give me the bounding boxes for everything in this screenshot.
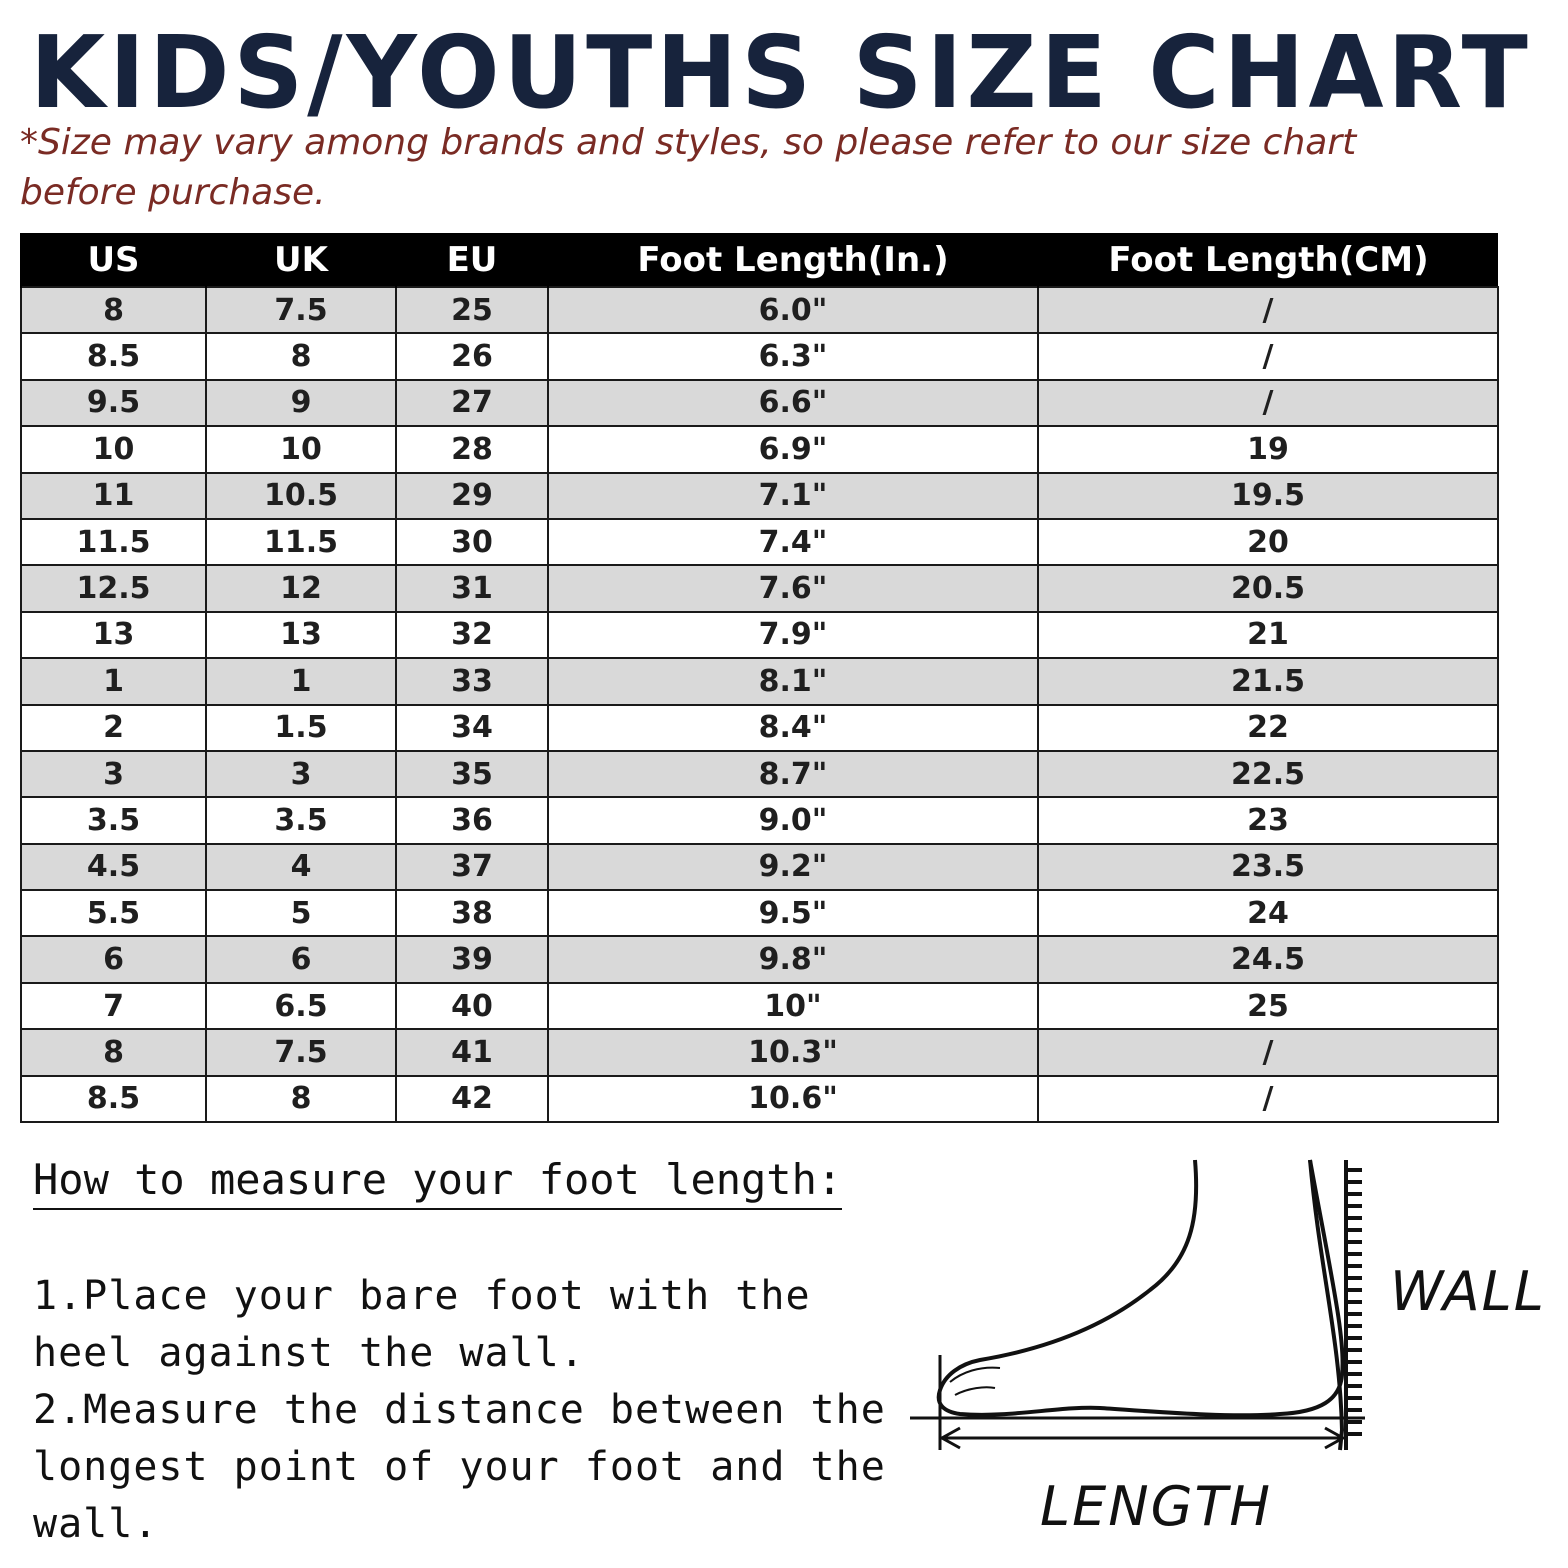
foot-measure-diagram: [900, 1150, 1550, 1550]
table-row: [21, 983, 1498, 1029]
cell-foot-length-in: 10.3": [548, 1029, 1038, 1075]
cell-eu: 29: [396, 473, 548, 519]
header-us: US: [21, 233, 206, 287]
cell-foot-length-cm: 23: [1038, 797, 1498, 843]
table-row: [21, 797, 1498, 843]
chart-title: KIDS/YOUTHS SIZE CHART: [30, 14, 1532, 131]
cell-us: 8: [21, 287, 206, 333]
cell-us: 10: [21, 426, 206, 472]
cell-foot-length-in: 8.7": [548, 751, 1038, 797]
cell-us: 8: [21, 1029, 206, 1075]
table-row: [21, 612, 1498, 658]
cell-uk: 8: [206, 333, 396, 379]
cell-uk: 3.5: [206, 797, 396, 843]
cell-foot-length-cm: /: [1038, 1029, 1498, 1075]
cell-foot-length-in: 7.1": [548, 473, 1038, 519]
table-row: [21, 658, 1498, 704]
cell-foot-length-in: 9.5": [548, 890, 1038, 936]
cell-eu: 27: [396, 380, 548, 426]
cell-foot-length-cm: 22.5: [1038, 751, 1498, 797]
cell-foot-length-cm: /: [1038, 1076, 1498, 1122]
cell-eu: 31: [396, 565, 548, 611]
cell-uk: 7.5: [206, 1029, 396, 1075]
header-foot-length-in: Foot Length(In.): [548, 233, 1038, 287]
cell-uk: 6.5: [206, 983, 396, 1029]
cell-eu: 35: [396, 751, 548, 797]
cell-eu: 28: [396, 426, 548, 472]
cell-foot-length-in: 6.3": [548, 333, 1038, 379]
size-table: [20, 233, 1499, 1123]
howto-title: How to measure your foot length:: [33, 1152, 842, 1210]
cell-foot-length-in: 6.6": [548, 380, 1038, 426]
cell-foot-length-cm: 19: [1038, 426, 1498, 472]
cell-eu: 36: [396, 797, 548, 843]
cell-foot-length-in: 9.8": [548, 936, 1038, 982]
cell-us: 6: [21, 936, 206, 982]
header-eu: EU: [396, 233, 548, 287]
header-foot-length-cm: Foot Length(CM): [1038, 233, 1498, 287]
cell-us: 11: [21, 473, 206, 519]
table-row: [21, 519, 1498, 565]
table-row: [21, 890, 1498, 936]
cell-uk: 3: [206, 751, 396, 797]
cell-foot-length-in: 6.0": [548, 287, 1038, 333]
cell-uk: 11.5: [206, 519, 396, 565]
cell-eu: 37: [396, 844, 548, 890]
cell-us: 3.5: [21, 797, 206, 843]
cell-foot-length-cm: /: [1038, 380, 1498, 426]
cell-foot-length-in: 7.9": [548, 612, 1038, 658]
cell-foot-length-in: 7.4": [548, 519, 1038, 565]
cell-foot-length-cm: 24: [1038, 890, 1498, 936]
cell-us: 4.5: [21, 844, 206, 890]
table-body: [21, 287, 1498, 1122]
cell-eu: 42: [396, 1076, 548, 1122]
cell-uk: 9: [206, 380, 396, 426]
cell-foot-length-in: 10": [548, 983, 1038, 1029]
cell-foot-length-cm: /: [1038, 287, 1498, 333]
cell-foot-length-cm: 20.5: [1038, 565, 1498, 611]
cell-eu: 33: [396, 658, 548, 704]
cell-uk: 7.5: [206, 287, 396, 333]
cell-uk: 1.5: [206, 705, 396, 751]
cell-foot-length-in: 10.6": [548, 1076, 1038, 1122]
cell-foot-length-cm: 25: [1038, 983, 1498, 1029]
cell-foot-length-cm: 24.5: [1038, 936, 1498, 982]
wall-ruler-ticks: [1346, 1170, 1362, 1434]
cell-eu: 25: [396, 287, 548, 333]
table-row: [21, 426, 1498, 472]
cell-uk: 12: [206, 565, 396, 611]
cell-us: 3: [21, 751, 206, 797]
cell-foot-length-cm: /: [1038, 333, 1498, 379]
cell-uk: 1: [206, 658, 396, 704]
cell-foot-length-cm: 22: [1038, 705, 1498, 751]
toe-lines: [950, 1368, 1000, 1395]
size-disclaimer: *Size may vary among brands and styles, so please refer to our size chart before purchase.: [20, 122, 1357, 213]
cell-us: 8.5: [21, 1076, 206, 1122]
table-row: [21, 705, 1498, 751]
cell-eu: 32: [396, 612, 548, 658]
header-uk: UK: [206, 233, 396, 287]
cell-us: 2: [21, 705, 206, 751]
cell-uk: 10.5: [206, 473, 396, 519]
length-label: LENGTH: [1040, 1475, 1273, 1538]
cell-uk: 8: [206, 1076, 396, 1122]
howto-step-1: 1.Place your bare foot with the heel against the wall.: [33, 1273, 811, 1376]
cell-us: 11.5: [21, 519, 206, 565]
cell-uk: 5: [206, 890, 396, 936]
cell-foot-length-cm: 23.5: [1038, 844, 1498, 890]
table-row: [21, 751, 1498, 797]
cell-foot-length-in: 9.0": [548, 797, 1038, 843]
cell-eu: 40: [396, 983, 548, 1029]
cell-eu: 41: [396, 1029, 548, 1075]
cell-uk: 10: [206, 426, 396, 472]
table-row: [21, 1029, 1498, 1075]
cell-us: 12.5: [21, 565, 206, 611]
table-row: [21, 565, 1498, 611]
cell-foot-length-cm: 21.5: [1038, 658, 1498, 704]
cell-us: 8.5: [21, 333, 206, 379]
cell-foot-length-cm: 20: [1038, 519, 1498, 565]
cell-us: 5.5: [21, 890, 206, 936]
table-row: [21, 1076, 1498, 1122]
foot-outline: [939, 1160, 1343, 1415]
table-row: [21, 380, 1498, 426]
cell-foot-length-in: 9.2": [548, 844, 1038, 890]
cell-eu: 26: [396, 333, 548, 379]
table-header-row: [21, 233, 1498, 287]
cell-eu: 39: [396, 936, 548, 982]
wall-label: WALL: [1390, 1260, 1546, 1323]
cell-foot-length-in: 8.1": [548, 658, 1038, 704]
cell-uk: 4: [206, 844, 396, 890]
cell-us: 7: [21, 983, 206, 1029]
cell-eu: 38: [396, 890, 548, 936]
table-row: [21, 936, 1498, 982]
cell-us: 13: [21, 612, 206, 658]
cell-uk: 13: [206, 612, 396, 658]
table-row: [21, 333, 1498, 379]
table-row: [21, 287, 1498, 333]
cell-eu: 34: [396, 705, 548, 751]
cell-foot-length-in: 8.4": [548, 705, 1038, 751]
cell-foot-length-in: 7.6": [548, 565, 1038, 611]
table-row: [21, 473, 1498, 519]
cell-eu: 30: [396, 519, 548, 565]
cell-us: 9.5: [21, 380, 206, 426]
cell-foot-length-cm: 21: [1038, 612, 1498, 658]
cell-foot-length-in: 6.9": [548, 426, 1038, 472]
cell-foot-length-cm: 19.5: [1038, 473, 1498, 519]
cell-uk: 6: [206, 936, 396, 982]
cell-us: 1: [21, 658, 206, 704]
table-row: [21, 844, 1498, 890]
howto-step-2: 2.Measure the distance between the longest point of your foot and the wall.: [33, 1387, 886, 1547]
